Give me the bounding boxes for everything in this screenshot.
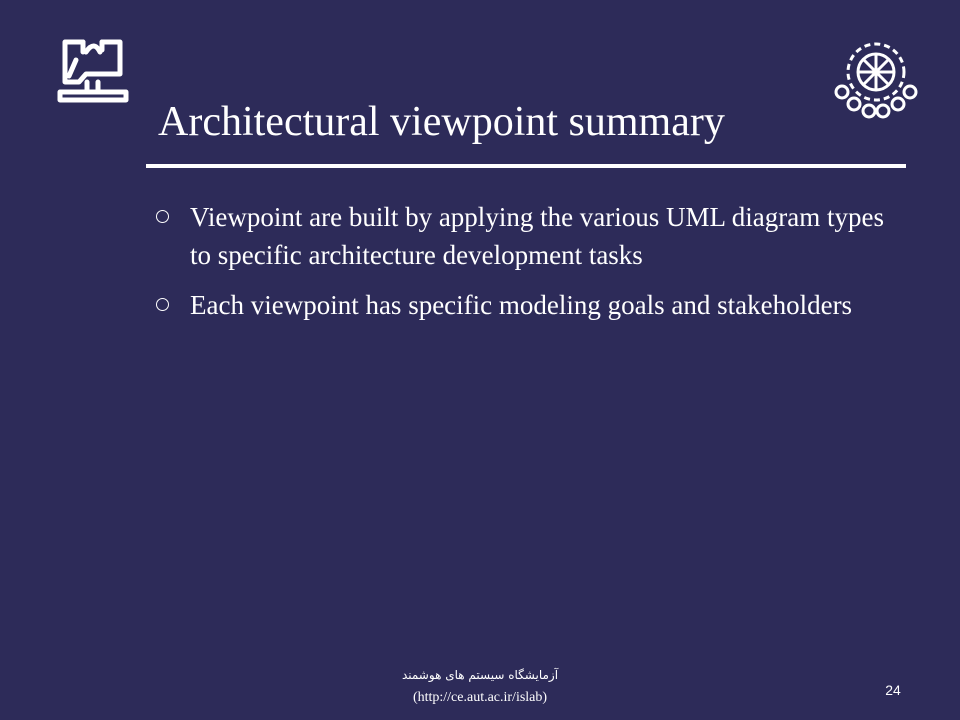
- bullet-text: Each viewpoint has specific modeling goals and stakeholders: [190, 290, 853, 320]
- bullet-item: [150, 286, 890, 324]
- hollow-circle-bullet-icon: [156, 298, 169, 311]
- hollow-circle-bullet-icon: [156, 210, 169, 223]
- page-number: 24: [885, 682, 901, 698]
- title-divider: [146, 164, 906, 168]
- computer-monitor-icon: [50, 30, 132, 110]
- bullet-item: [150, 198, 890, 274]
- footer-lab-name: آزمایشگاه سیستم های هوشمند: [401, 668, 559, 682]
- university-emblem-icon: [832, 36, 920, 120]
- bullet-list: [150, 198, 890, 336]
- bullet-text: Viewpoint are built by applying the various UML diagram types to specific architecture development tasks: [190, 202, 884, 270]
- footer-url: (http://ce.aut.ac.ir/islab): [412, 690, 548, 705]
- slide-title: Architectural viewpoint summary: [158, 99, 725, 145]
